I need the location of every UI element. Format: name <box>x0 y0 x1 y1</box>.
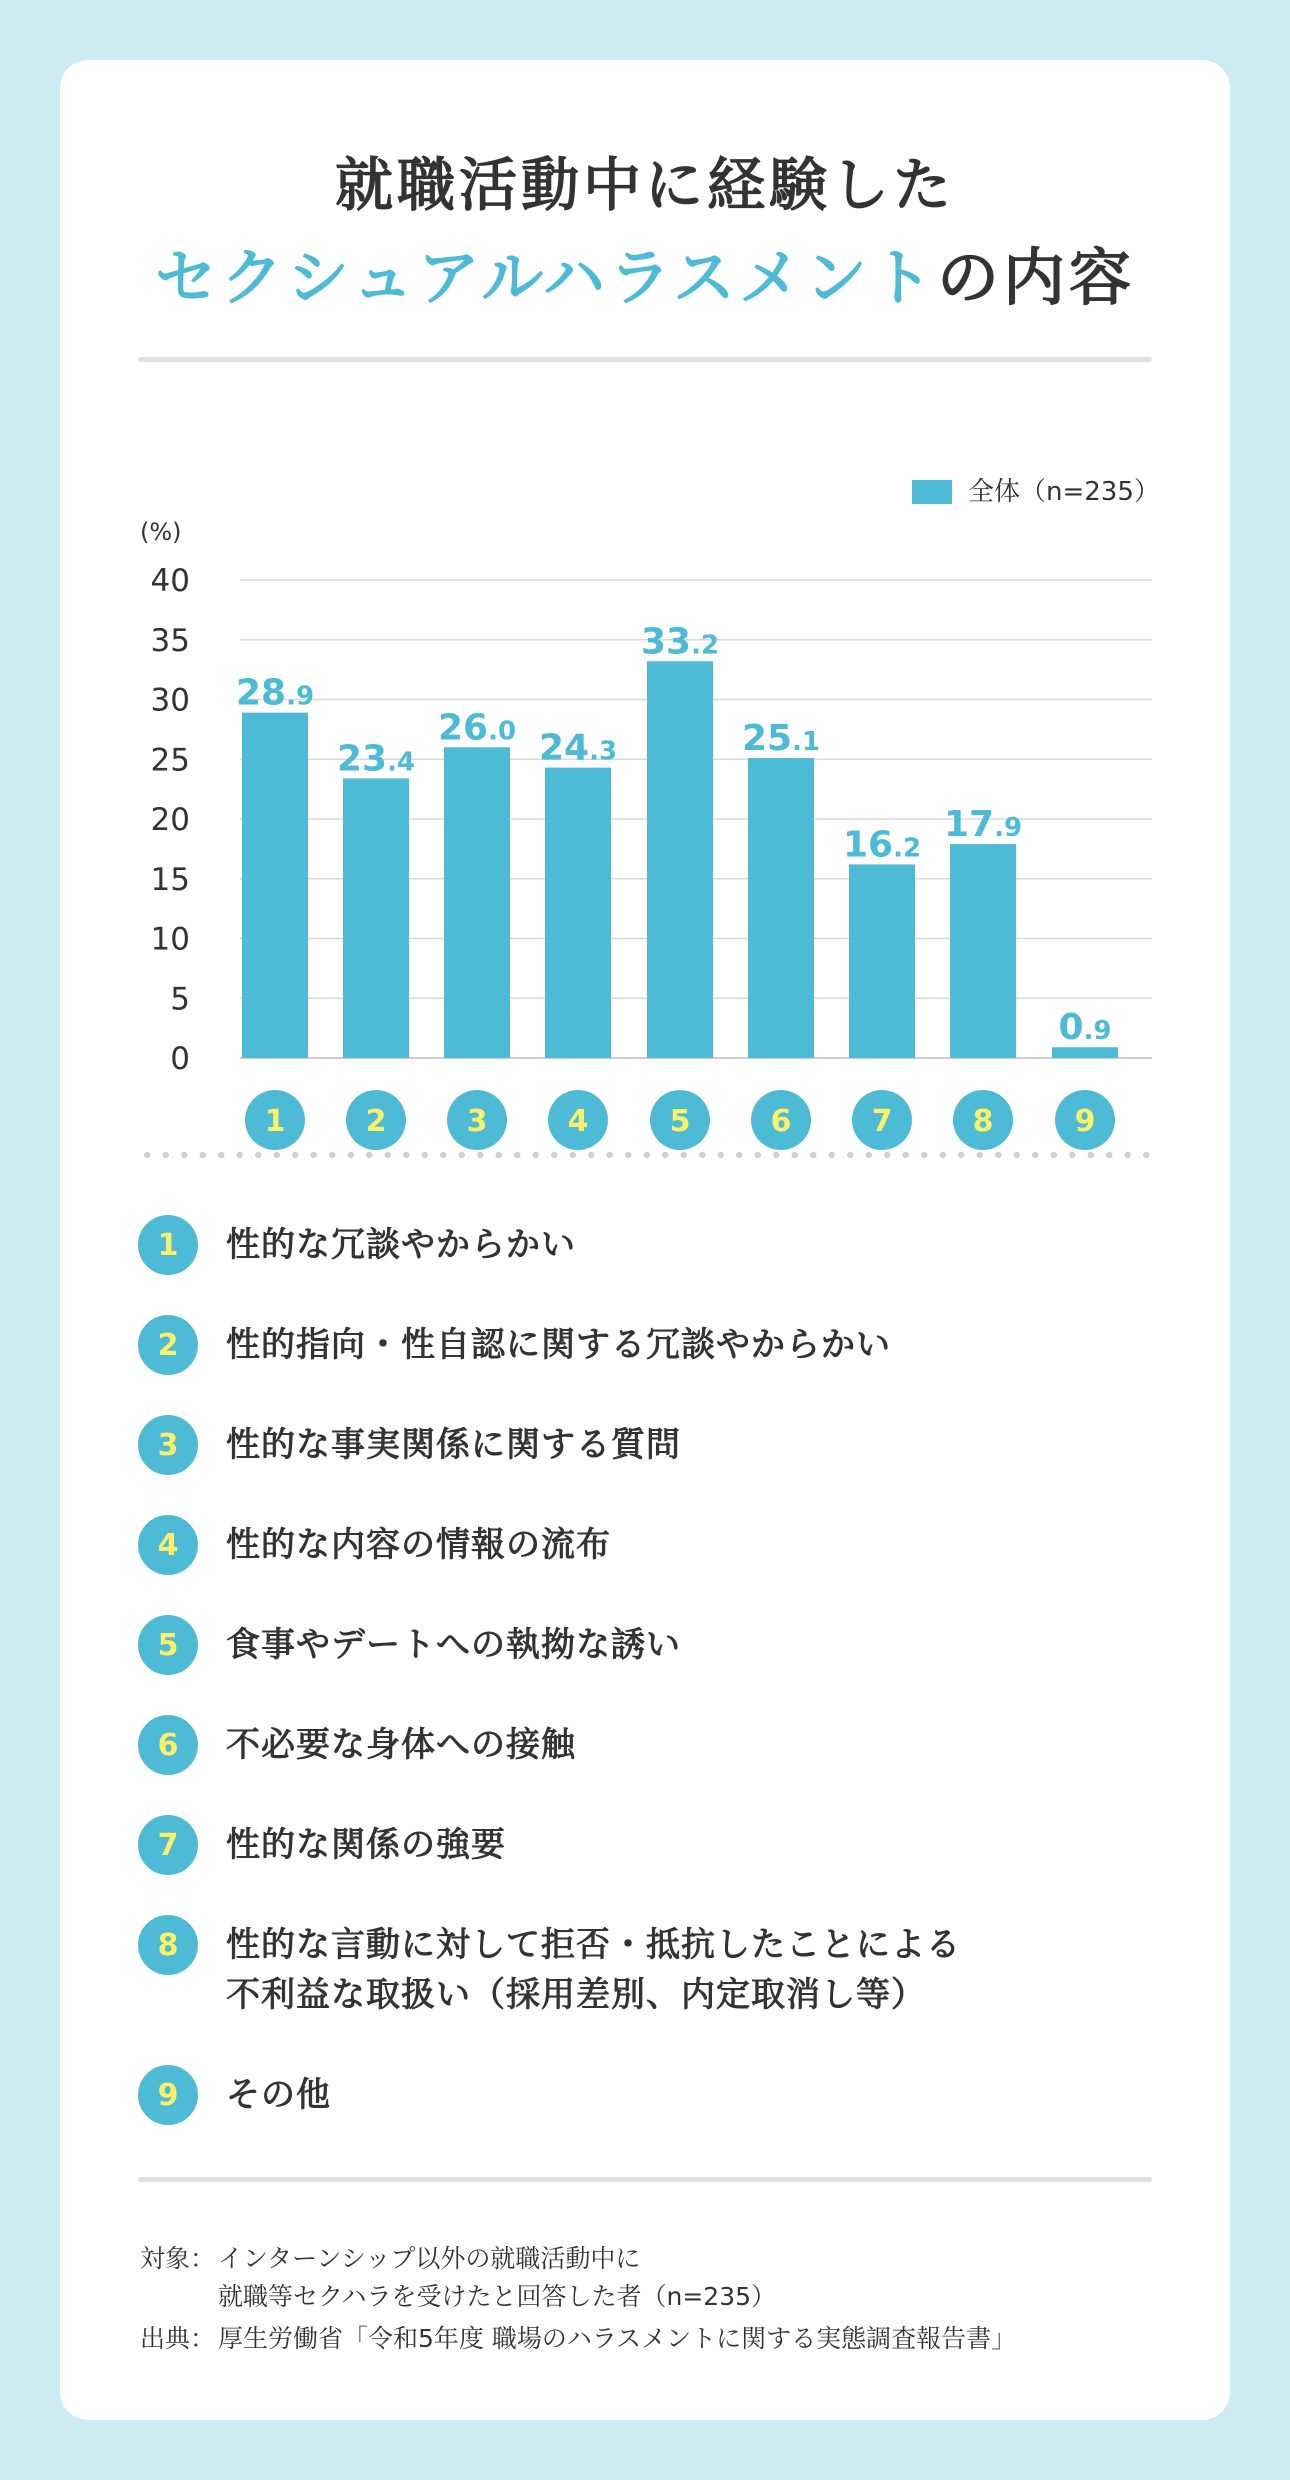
bar <box>242 713 308 1058</box>
item-number-badge: 9 <box>138 2065 198 2125</box>
title-line-1: 就職活動中に経験した <box>334 151 955 219</box>
bar <box>849 864 915 1058</box>
category-label: 7 <box>871 1104 893 1139</box>
item-text: 食事やデートへの執拗な誘い <box>226 1625 681 1665</box>
item-number-badge: 2 <box>138 1315 198 1375</box>
bar-value-label: 28.9 <box>235 672 315 714</box>
bar <box>343 778 409 1058</box>
title-divider <box>138 357 1152 362</box>
y-tick-label: 0 <box>170 1041 190 1077</box>
item-text: その他 <box>226 2075 331 2115</box>
item-text: 性的な言動に対して拒否・抵抗したことによる 不利益な取扱い（採用差別、内定取消し等） <box>226 1925 961 2015</box>
item-number-badge: 8 <box>138 1915 198 1975</box>
y-tick-label: 25 <box>150 742 190 779</box>
list-item <box>138 1215 576 1275</box>
item-number-badge: 1 <box>138 1215 198 1275</box>
item-number-badge: 6 <box>138 1715 198 1775</box>
list-item <box>138 1615 681 1675</box>
list-item <box>138 1415 681 1475</box>
category-label: 2 <box>365 1104 387 1139</box>
bar <box>444 747 510 1058</box>
item-text: 性的な内容の情報の流布 <box>226 1525 611 1565</box>
bar-value-label: 24.3 <box>538 727 618 769</box>
y-tick-label: 35 <box>150 622 190 659</box>
bar <box>950 844 1016 1058</box>
item-text: 性的な事実関係に関する質問 <box>226 1425 681 1465</box>
title-line-2 <box>60 228 1230 317</box>
target-line-1: インターンシップ以外の就職活動中に <box>218 2244 641 2273</box>
item-text: 不必要な身体への接触 <box>226 1725 576 1765</box>
y-tick-label: 20 <box>150 802 190 838</box>
category-label: 6 <box>770 1104 792 1139</box>
y-tick-label: 30 <box>150 682 190 719</box>
infographic-card <box>60 60 1230 2420</box>
title-rest: の内容 <box>937 241 1136 314</box>
footer-source <box>140 2320 1016 2358</box>
source-label: 出典： <box>140 2324 216 2353</box>
list-item <box>138 1915 961 2020</box>
legend-label: 全体（n=235） <box>968 477 1160 507</box>
target-line-2: 就職等セクハラを受けたと回答した者（n=235） <box>218 2282 777 2311</box>
item-number-badge: 7 <box>138 1815 198 1875</box>
target-label: 対象： <box>140 2244 216 2273</box>
bar <box>545 768 611 1058</box>
source-text: 厚生労働省「令和5年度 職場のハラスメントに関する実態調査報告書」 <box>218 2324 1017 2353</box>
bar-value-label: 17.9 <box>943 804 1023 846</box>
title-accent: セクシュアルハラスメント <box>154 241 938 314</box>
dotted-divider <box>138 1152 1152 1158</box>
bar-value-label: 16.2 <box>842 824 922 866</box>
y-axis-unit: (%) <box>140 518 182 546</box>
category-label: 5 <box>669 1104 691 1139</box>
bar-chart <box>60 400 1230 1160</box>
legend-swatch <box>912 480 952 504</box>
list-item <box>138 1815 506 1875</box>
list-item <box>138 1515 611 1575</box>
y-tick-label: 15 <box>150 861 190 898</box>
list-item <box>138 1315 891 1375</box>
bar <box>748 758 814 1058</box>
item-number-badge: 5 <box>138 1615 198 1675</box>
footer-target <box>140 2240 776 2316</box>
item-number-badge: 4 <box>138 1515 198 1575</box>
footer-divider <box>138 2177 1152 2182</box>
item-text: 性的指向・性自認に関する冗談やからかい <box>226 1325 891 1365</box>
bar-value-label: 25.1 <box>741 718 821 760</box>
bar <box>1052 1047 1118 1058</box>
item-text: 性的な関係の強要 <box>226 1825 506 1865</box>
bar-value-label: 0.9 <box>1058 1007 1112 1049</box>
bar <box>647 661 713 1058</box>
category-label: 3 <box>466 1104 488 1139</box>
category-label: 1 <box>264 1104 286 1139</box>
category-label: 8 <box>972 1104 994 1139</box>
bar-value-label: 23.4 <box>336 738 416 780</box>
list-item <box>138 1715 576 1775</box>
item-number-badge: 3 <box>138 1415 198 1475</box>
bar-value-label: 33.2 <box>640 621 720 663</box>
item-text: 性的な冗談やからかい <box>226 1225 576 1265</box>
list-item <box>138 2065 331 2125</box>
category-label: 9 <box>1074 1104 1096 1139</box>
y-tick-label: 5 <box>170 981 190 1018</box>
bar-value-label: 26.0 <box>437 707 517 749</box>
y-tick-label: 10 <box>150 921 190 958</box>
y-tick-label: 40 <box>150 563 190 599</box>
category-label: 4 <box>567 1104 589 1139</box>
